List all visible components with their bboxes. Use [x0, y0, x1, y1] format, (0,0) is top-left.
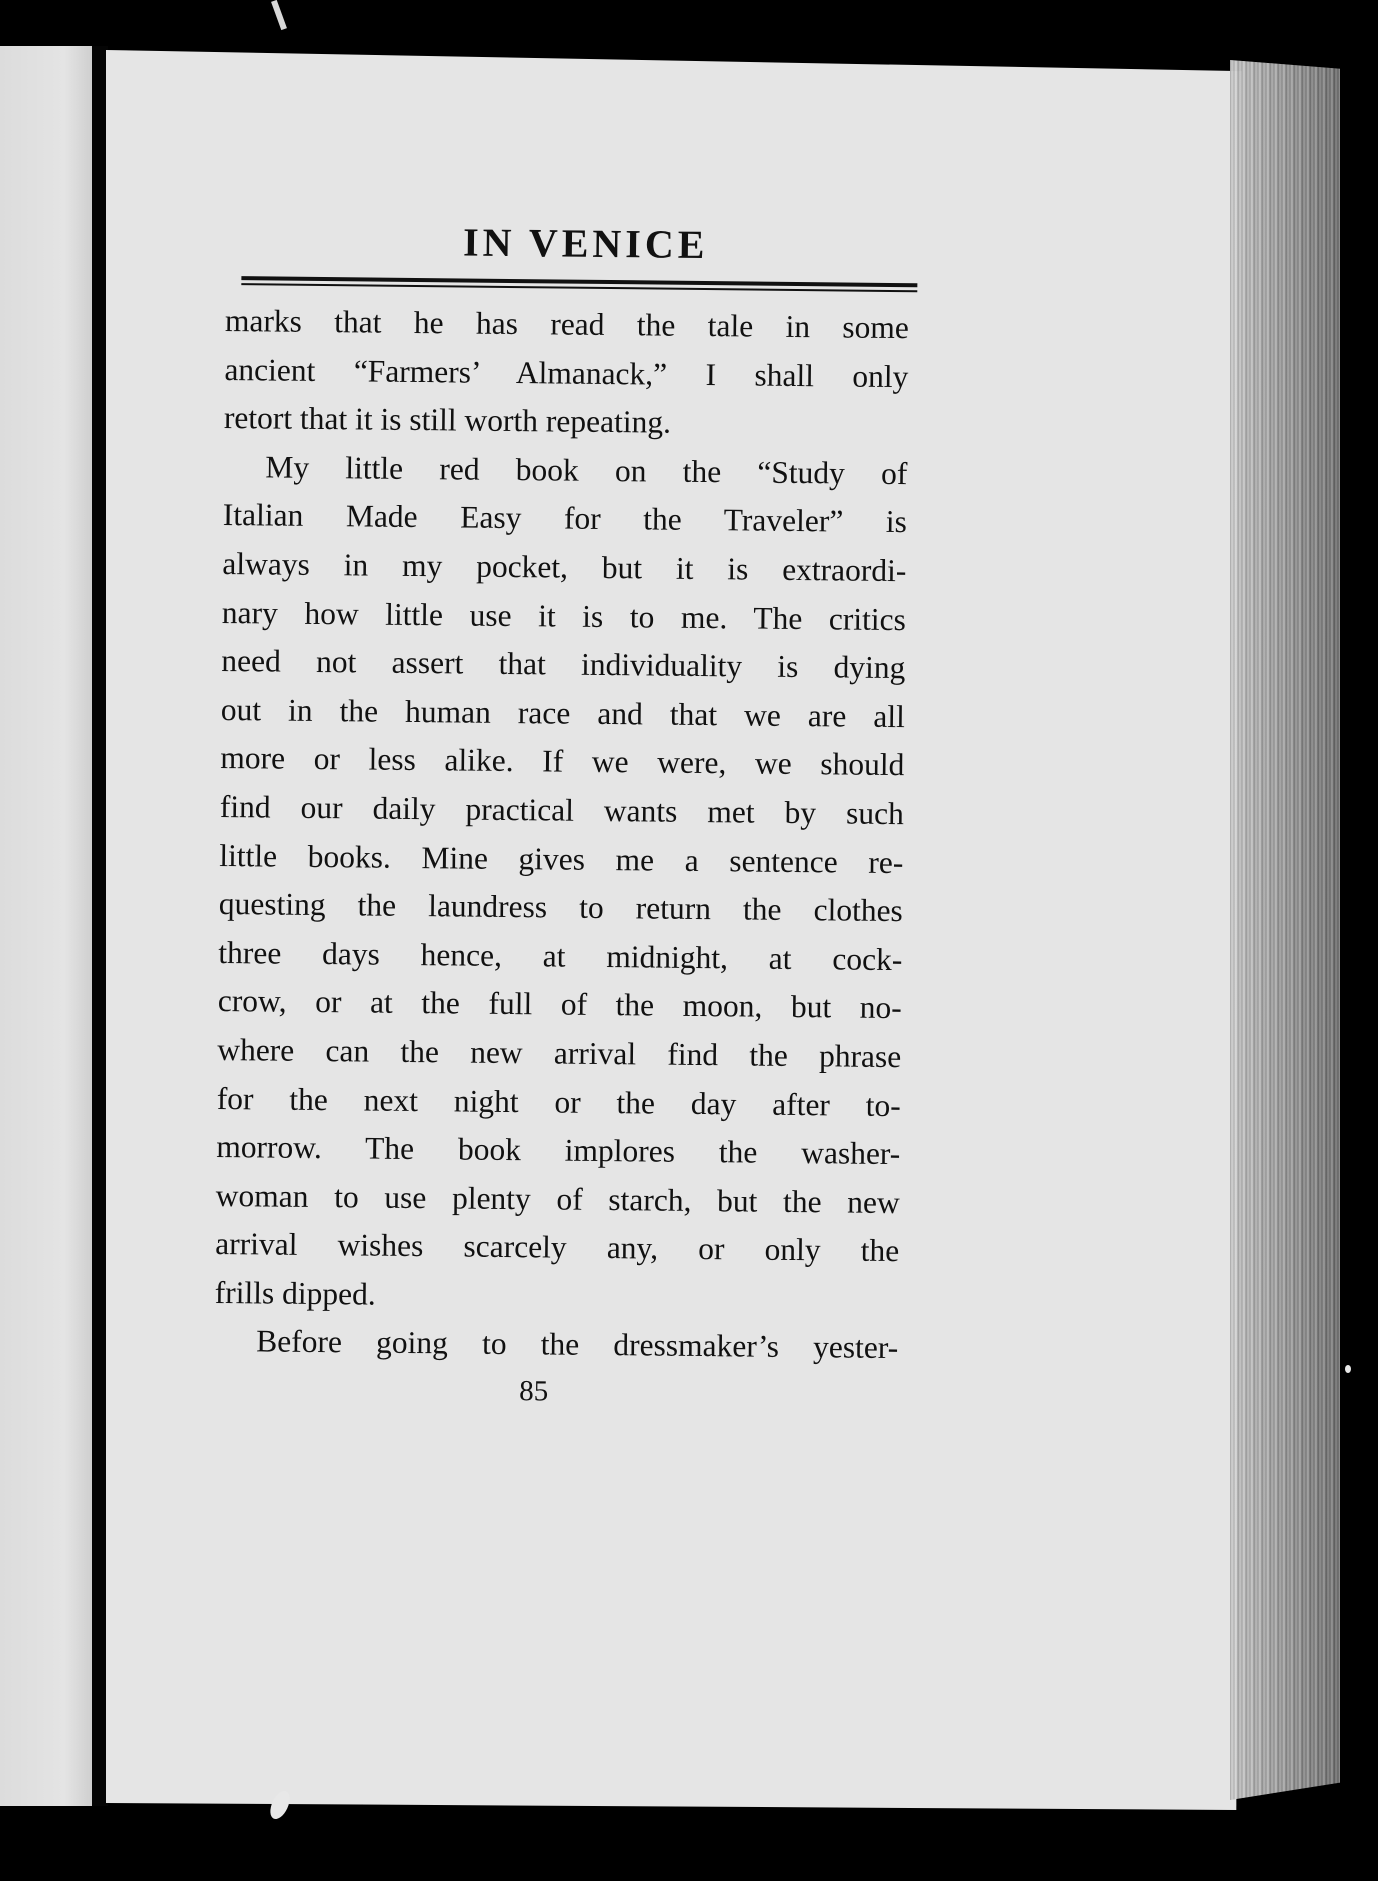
text-line: morrow. The book implores the washer-	[216, 1129, 901, 1172]
running-head-rule	[241, 276, 917, 292]
text-line: marks that he has read the tale in some	[224, 302, 910, 346]
text-block	[214, 220, 910, 1410]
text-line: find our daily practical wants met by such	[219, 788, 905, 832]
text-line: three days hence, at midnight, at cock-	[218, 934, 903, 977]
text-line: little books. Mine gives me a sentence re-	[219, 837, 904, 880]
body-text	[214, 297, 909, 1373]
facing-page-edge	[0, 46, 92, 1806]
text-line: where can the new arrival find the phrase	[217, 1031, 902, 1075]
text-line: ancient “Farmers’ Almanack,” I shall only	[224, 351, 909, 394]
text-line: for the next night or the day after to-	[216, 1080, 901, 1123]
text-line: more or less alike. If we were, we should	[220, 740, 905, 783]
text-line: woman to use plenty of starch, but the new	[215, 1177, 900, 1220]
text-line: retort that it is still worth repeating.	[223, 400, 672, 440]
page-edges-shade	[1230, 60, 1340, 1800]
text-line: questing the laundress to return the clothes	[218, 886, 903, 929]
text-line: Italian Made Easy for the Traveler” is	[222, 497, 908, 540]
book-gutter	[92, 46, 108, 1806]
text-line: out in the human race and that we are all	[220, 691, 906, 734]
text-line: always in my pocket, but it is extraordi-	[222, 545, 907, 589]
text-line: need not assert that individuality is dying	[221, 643, 906, 686]
text-line: nary how little use it is to me. The critics	[221, 594, 907, 637]
text-line: frills dipped.	[214, 1274, 376, 1312]
text-line: My little red book on the “Study of	[265, 449, 908, 491]
text-line: arrival wishes scarcely any, or only the	[215, 1226, 900, 1269]
scan-mark	[271, 0, 287, 30]
page-number: 85	[519, 1375, 549, 1408]
running-head: IN VENICE	[462, 219, 709, 268]
text-line: crow, or at the full of the moon, but no-	[217, 983, 902, 1026]
scan-speck	[1345, 1365, 1351, 1373]
text-line: Before going to the dressmaker’s yester-	[256, 1323, 899, 1366]
